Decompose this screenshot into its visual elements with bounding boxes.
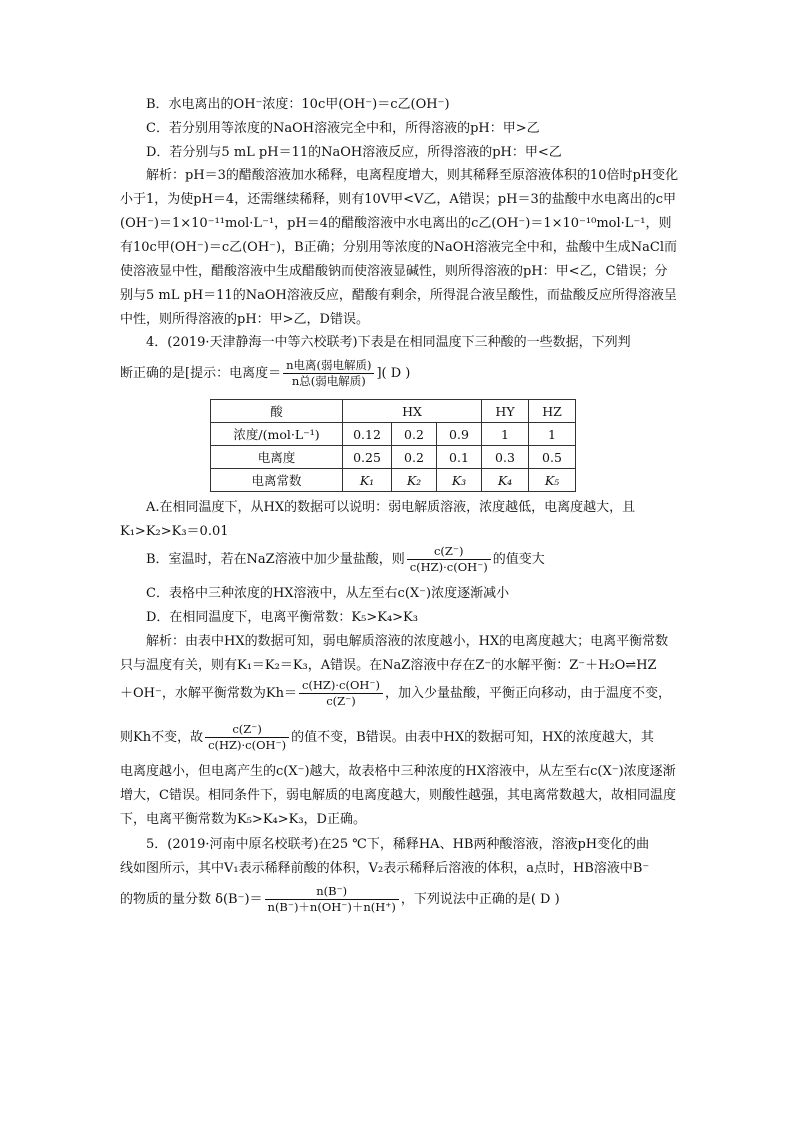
- table-cell: 0.3: [482, 446, 529, 469]
- q4-stem-line2: [120, 356, 410, 392]
- table-header-row: [211, 400, 576, 423]
- table-row: [211, 469, 576, 492]
- option-b-line: [120, 542, 545, 578]
- option-a-line2: K₁>K₂>K₃＝0.01: [120, 524, 229, 539]
- table-cell: K₄: [482, 469, 529, 492]
- acid-data-table: [210, 399, 576, 492]
- table-cell: K₁: [343, 469, 392, 492]
- option-b-line: B．水电离出的OH⁻浓度：10c甲(OH⁻)＝c乙(OH⁻): [146, 97, 450, 112]
- table-cell: 0.2: [392, 446, 437, 469]
- analysis-q3: 解析：pH＝3的醋酸溶液加水稀释，电离程度增大，则其稀释至原溶液体积的10倍时pH变化小于1，为使pH＝4，还需继续稀释，则有10V甲<V乙，A错误；pH＝3的盐酸中水电离出的c甲(OH⁻)＝1×10⁻¹¹mol·L⁻¹，pH＝4的醋酸溶液中水电离出的c乙(OH⁻)＝1×10⁻¹⁰mol·L⁻¹，则有10c甲(OH⁻)＝c乙(OH⁻)，B正确；分别用等浓度的NaOH溶液完全中和，盐酸中生成NaCl而使溶液显中性，醋酸溶液中生成醋酸钠而使溶液显碱性，则所得溶液的pH：甲<乙，C错误；分别与5 mL pH＝11的NaOH溶液反应，醋酸有剩余，所得混合液呈酸性，而盐酸反应所得溶液呈中性，则所得溶液的pH：甲>乙，D错误。: [120, 168, 679, 327]
- option-a-line1: A.在相同温度下，从HX的数据可以说明：弱电解质溶液，浓度越低，电离度越大，且: [146, 500, 636, 515]
- q5-stem-line2: 线如图所示，其中V₁表示稀释前酸的体积，V₂表示稀释后溶液的体积，a点时，HB溶液中B⁻: [120, 861, 650, 876]
- fraction-numerator: c(Z⁻): [433, 544, 464, 558]
- analysis-p3-suffix: 的值不变，B错误。由表中HX的数据可知，HX的浓度越大，其: [291, 730, 654, 745]
- option-d-line: D．在相同温度下，电离平衡常数：K₅>K₄>K₃: [146, 610, 418, 625]
- q4-stem-line1: 4．(2019·天津静海一中等六校联考)下表是在相同温度下三种酸的一些数据，下列判: [146, 335, 631, 350]
- fraction-denominator: c(Z⁻): [299, 693, 383, 709]
- table-cell: 0.5: [529, 446, 576, 469]
- q5-prefix: 的物质的量分数 δ(B⁻)＝: [120, 892, 263, 907]
- option-b-prefix: B．室温时，若在NaZ溶液中加少量盐酸，则: [146, 552, 405, 567]
- fraction-denominator: n(B⁻)＋n(OH⁻)＋n(H⁺): [265, 899, 399, 915]
- table-header-cell: HY: [482, 400, 529, 423]
- fraction-denominator: c(HZ)·c(OH⁻): [407, 559, 491, 575]
- fraction-numerator: n(B⁻): [316, 884, 348, 898]
- ratio-fraction: [205, 722, 289, 753]
- mole-fraction-fraction: [265, 884, 399, 915]
- analysis-q4-p4: 电离度越小，但电离产生的c(X⁻)越大，故表格中三种浓度的HX溶液中，从左至右c(X⁻)浓度逐渐增大，C错误。相同条件下，弱电解质的电离度越大，则酸性越强，其电离常数越大，故相同温度下，电离平衡常数为K₅>K₄>K₃，D正确。: [120, 764, 676, 827]
- fraction-numerator: c(Z⁻): [232, 722, 262, 736]
- table-cell: K₃: [437, 469, 482, 492]
- table-header-cell: HX: [343, 400, 482, 423]
- table-cell: K₅: [529, 469, 576, 492]
- table-cell: 0.25: [343, 446, 392, 469]
- table-cell: 浓度/(mol·L⁻¹): [211, 423, 343, 446]
- fraction-denominator: c(HZ)·c(OH⁻): [205, 737, 289, 753]
- q5-answer: ，下列说法中正确的是( D ): [400, 892, 560, 907]
- analysis-p3-prefix: 则Kh不变，故: [120, 730, 204, 745]
- fraction-numerator: n电离(弱电解质): [286, 358, 372, 372]
- analysis-p2-suffix: ，加入少量盐酸，平衡正向移动，由于温度不变，: [384, 686, 671, 701]
- hydrolysis-constant-fraction: [299, 678, 383, 709]
- q5-stem-line3: [120, 880, 560, 920]
- option-d-line: D．若分别与5 mL pH＝11的NaOH溶液反应，所得溶液的pH：甲<乙: [146, 145, 562, 160]
- q5-stem-line1: 5．(2019·河南中原名校联考)在25 ℃下，稀释HA、HB两种酸溶液，溶液pH变化的曲: [146, 837, 650, 852]
- table-cell: 0.12: [343, 423, 392, 446]
- option-c-line: C．若分别用等浓度的NaOH溶液完全中和，所得溶液的pH：甲>乙: [146, 121, 540, 136]
- table-header-cell: HZ: [529, 400, 576, 423]
- fraction-numerator: c(HZ)·c(OH⁻): [301, 678, 380, 692]
- analysis-q4-p3: [120, 720, 654, 756]
- analysis-q4-p1: 解析：由表中HX的数据可知，弱电解质溶液的浓度越小，HX的电离度越大；电离平衡常数只与温度有关，则有K₁＝K₂＝K₃，A错误。在NaZ溶液中存在Z⁻的水解平衡：Z⁻＋H₂O⇌HZ: [120, 634, 669, 673]
- analysis-q4-p2: [120, 676, 671, 712]
- ionization-degree-fraction: [283, 358, 374, 389]
- table-cell: 0.2: [392, 423, 437, 446]
- table-cell: 电离度: [211, 446, 343, 469]
- option-b-suffix: 的值变大: [492, 552, 545, 567]
- table-row: [211, 446, 576, 469]
- table-cell: 1: [482, 423, 529, 446]
- table-cell: 0.9: [437, 423, 482, 446]
- table-cell: K₂: [392, 469, 437, 492]
- table-cell: 0.1: [437, 446, 482, 469]
- table-row: [211, 423, 576, 446]
- table-header-cell: 酸: [211, 400, 343, 423]
- q4-stem-prefix: 断正确的是[提示：电离度＝: [120, 366, 282, 381]
- option-c-line: C．表格中三种浓度的HX溶液中，从左至右c(X⁻)浓度逐渐减小: [146, 586, 510, 601]
- q4-answer: ]( D ): [376, 366, 411, 381]
- table-cell: 电离常数: [211, 469, 343, 492]
- fraction-denominator: n总(弱电解质): [283, 373, 374, 389]
- option-b-fraction: [407, 544, 491, 575]
- table-cell: 1: [529, 423, 576, 446]
- analysis-p2-prefix: ＋OH⁻，水解平衡常数为Kh＝: [120, 686, 297, 701]
